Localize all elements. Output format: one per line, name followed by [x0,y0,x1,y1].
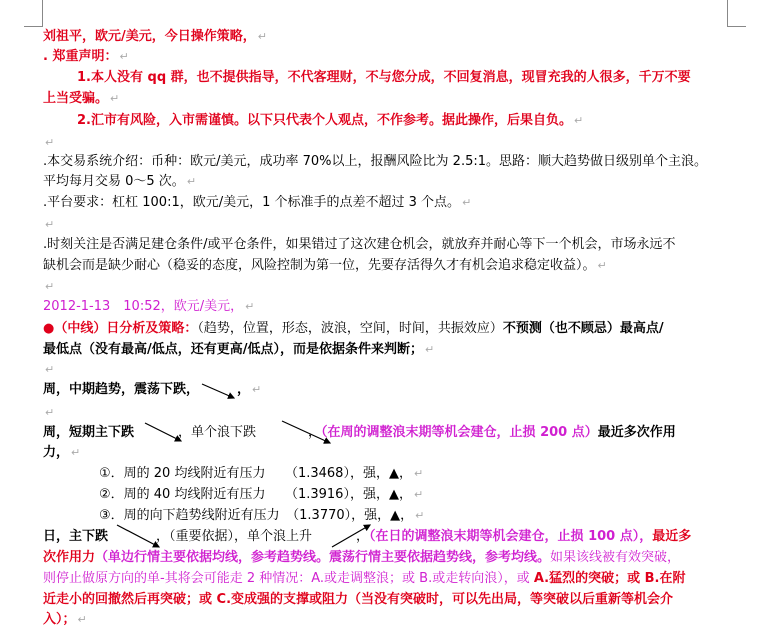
resistance-3: ③．周的向下趋势线附近有压力 （1.3770），强，▲， ↵ [99,508,425,523]
disclaimer-item-2: 2.汇市有风险，入市需谨慎。以下只代表个人观点，不作参考。据此操作，后果自负。 ↵ [77,113,584,128]
focus-note-cont: 缺机会而是缺少耐心（稳妥的态度，风险控制为第一位，先要存活得久才有机会追求稳定收益）。 ↵ [43,258,607,273]
disclaimer-item-1-cont: 上当受骗。 ↵ [43,91,120,106]
blank-paragraph: ↵ [45,280,55,293]
blank-paragraph: ↵ [45,363,55,376]
resistance-2: ②．周的 40 均线附近有压力 （1.3916），强，▲， ↵ [99,487,424,502]
focus-note: .时刻关注是否满足建仓条件/或平仓条件，如果错过了这次建仓机会，就放弃并耐心等下一个机会，市场永远不 [43,237,676,252]
resistance-1: ①．周的 20 均线附近有压力 （1.3468），强，▲， ↵ [99,466,424,481]
up-arrow-icon [330,520,376,550]
down-arrow-icon [280,418,336,448]
system-intro-cont: 平均每月交易 0～5 次。 ↵ [43,174,197,189]
down-arrow-icon [200,381,240,403]
analysis-heading-cont: 最低点（没有最高/低点，还有更高/低点），而是依据条件来判断； ↵ [43,342,435,357]
blank-paragraph: ↵ [45,406,55,419]
blank-paragraph: ↵ [45,218,55,231]
day-trend-cont-3: 近走小的回撤然后再突破；或 C.变成强的支撑或阻力（当没有突破时，可以先出局，等突破以后重新等机会介 [43,592,674,607]
day-trend-cont-2: 则停止做原方向的单-其将会可能走 2 种情况：A.或走调整浪；或 B.或走转向浪），或 A.猛烈的突破；或 B.在附 [43,571,686,586]
week-short-trend-cont: 力， ↵ [43,445,81,460]
disclaimer-heading: . 郑重声明： ↵ [43,49,129,64]
disclaimer-item-1: 1.本人没有 qq 群，也不提供指导，不代客理财，不与您分成，不回复消息，现冒充我的人很多，千万不要 [77,70,691,85]
system-intro: .本交易系统介绍：币种：欧元/美元，成功率 70%以上，报酬风险比为 2.5:1。思路：顺大趋势做日级别单个主浪。 [43,154,707,169]
blank-paragraph: ↵ [45,136,55,149]
down-arrow-icon [115,522,165,552]
entry-date: 2012-1-13 10:52，欧元/美元， ↵ [43,299,255,314]
analysis-heading: ●（中线）日分析及策略：（趋势，位置，形态，波浪，空间，时间，共振效应）不预测（也不顾忌）最高点/ [43,321,664,336]
day-trend-cont: 次作用力（单边行情主要依据均线，参考趋势线。震荡行情主要依据趋势线，参考均线。如果该线被有效突破， [43,550,681,565]
week-mid-trend: 周，中期趋势，震荡下跌， ， ↵ [43,382,262,397]
down-arrow-icon [143,420,187,446]
doc-title: 刘祖平，欧元/美元，今日操作策略， ↵ [43,29,267,44]
corner-mark-top-right [727,0,746,27]
day-trend: 日，主下跌 ，（重要依据），单个浪上升 ，（在日的调整浪末期等机会建仓，止损 100 点），最近多 [43,529,692,544]
corner-mark-top-left [24,0,43,27]
day-trend-cont-4: 入）； ↵ [43,612,87,627]
platform-requirements: .平台要求：杠杠 100:1，欧元/美元，1 个标准手的点差不超过 3 个点。 ↵ [43,195,472,210]
week-short-trend: 周，短期主下跌 ，单个浪下跌 ，（在周的调整浪末期等机会建仓，止损 200 点）最近多次作用 [43,425,676,440]
